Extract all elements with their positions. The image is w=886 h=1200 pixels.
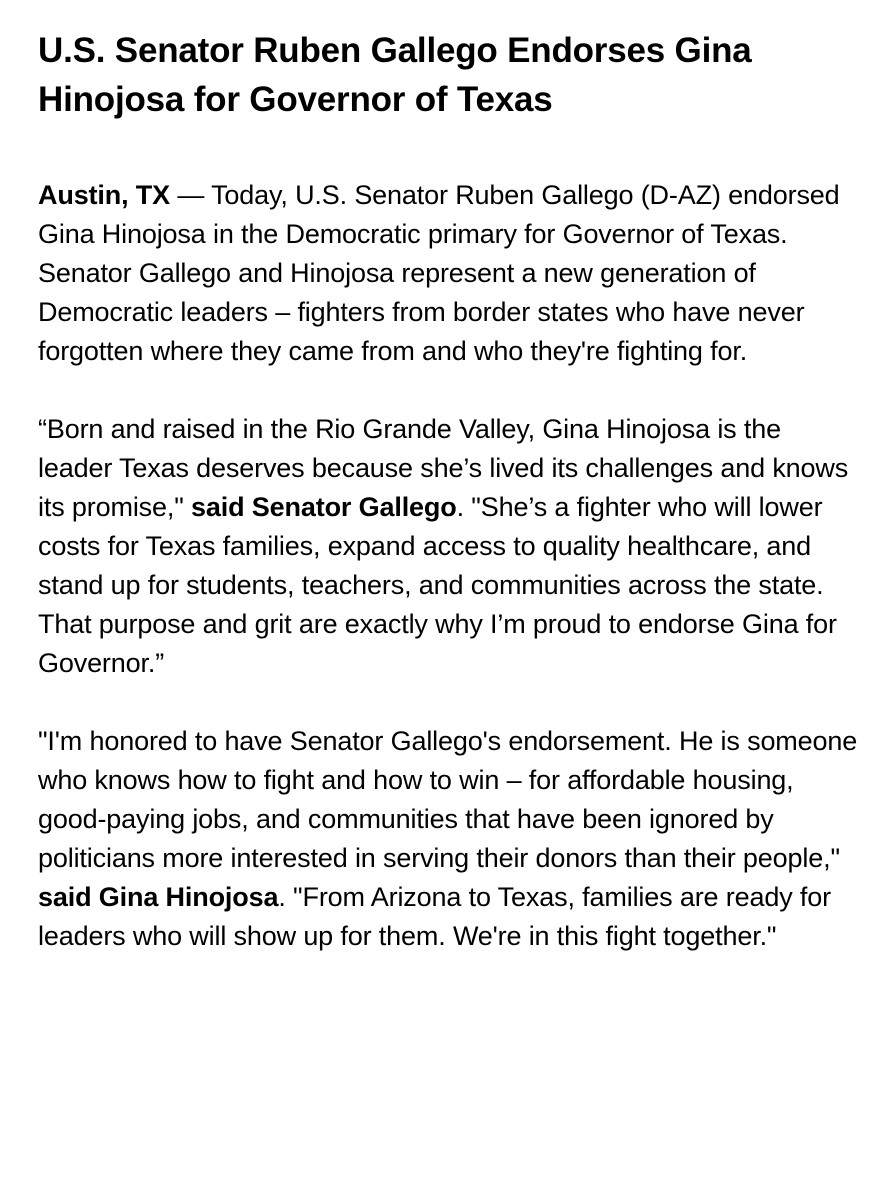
gallego-quote-end: . "She’s a fighter who will lower costs for Texas families, expand access to quality healthcare, and stand up for students, teachers, and communities across the state. That purpose and grit are exactly why I’m proud to endorse Gina for Governor.” [38,492,837,678]
intro-text: — Today, U.S. Senator Ruben Gallego (D-AZ) endorsed Gina Hinojosa in the Democratic primary for Governor of Texas. Senator Gallego and Hinojosa represent a new generation of Democratic leaders – fighters from border states who have never forgotten where they came from and who they're fighting for. [38,180,840,366]
paragraph-hinojosa-quote [38,722,858,956]
gallego-quote-start: “Born and raised in the Rio Grande Valley, Gina Hinojosa is the leader Texas deserves because she’s lived its challenges and knows its promise," [38,414,849,522]
headline: U.S. Senator Ruben Gallego Endorses Gina Hinojosa for Governor of Texas [38,31,752,119]
hinojosa-quote-end: . "From Arizona to Texas, families are ready for leaders who will show up for them. We're in this fight together." [38,882,831,951]
hinojosa-attribution: said Gina Hinojosa [38,882,279,912]
hinojosa-quote-start: "I'm honored to have Senator Gallego's endorsement. He is someone who knows how to fight and how to win – for affordable housing, good-paying jobs, and communities that have been ignored by politicians more interested in serving their donors than their people," [38,726,858,873]
paragraph-intro [38,176,858,371]
press-release [38,26,858,956]
paragraph-gallego-quote [38,410,858,683]
dateline: Austin, TX [38,180,170,210]
gallego-attribution: said Senator Gallego [191,492,457,522]
